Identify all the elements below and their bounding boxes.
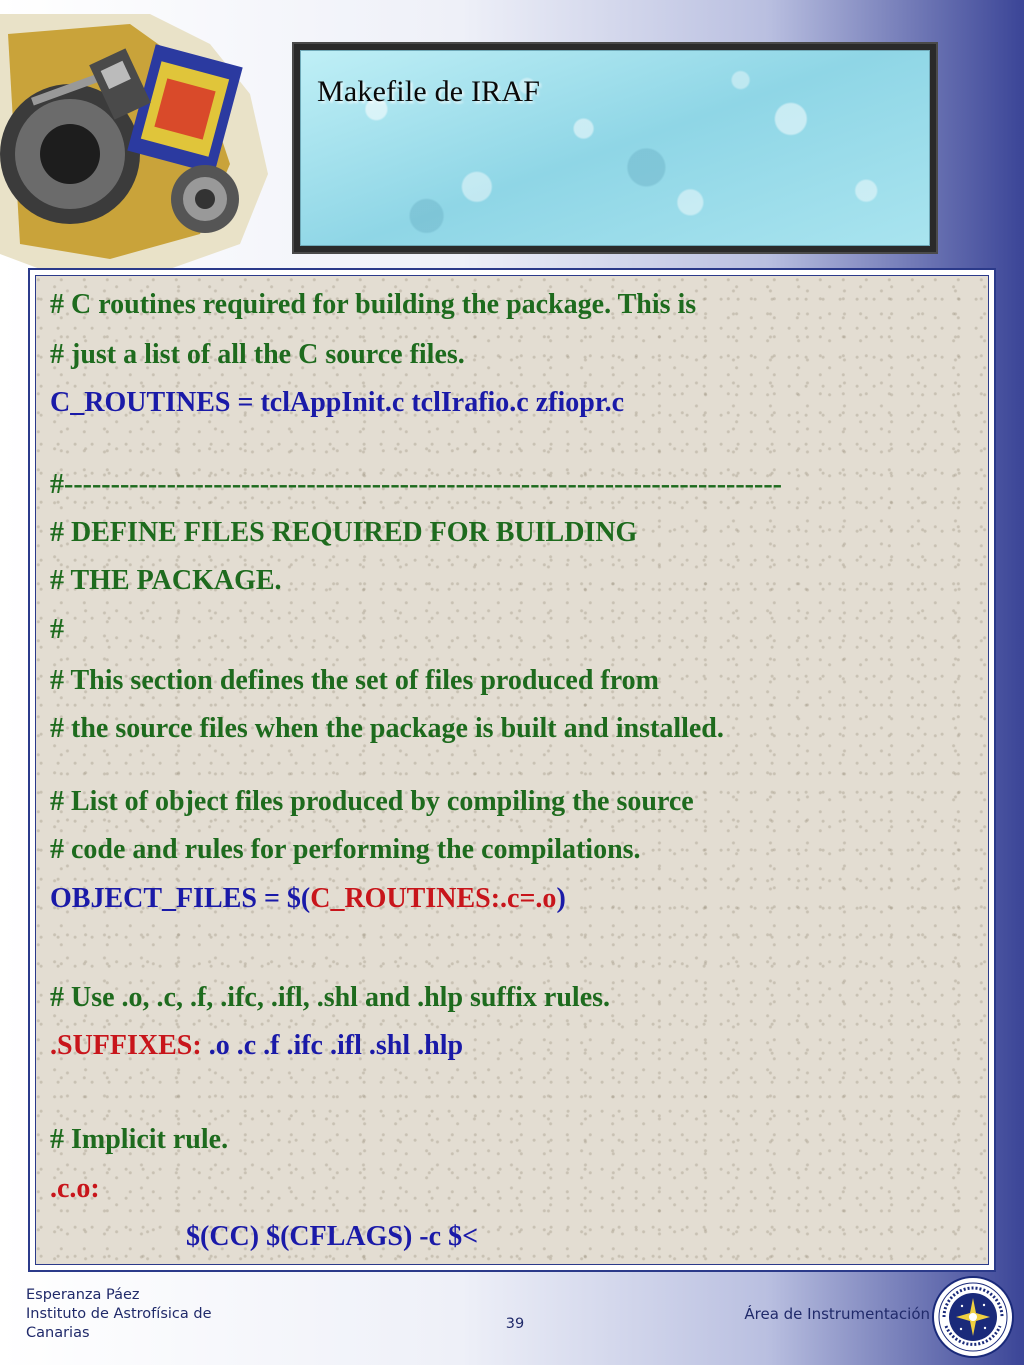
code-panel <box>28 268 996 1272</box>
water-drops-background <box>300 50 930 246</box>
code-line: .c.o: <box>50 1173 100 1204</box>
code-line: #----------------------------------------------------------------------------- <box>50 469 782 500</box>
code-line: # code and rules for performing the compilations. <box>50 834 641 865</box>
code-token: .SUFFIXES: <box>50 1030 202 1061</box>
code-line: # <box>50 614 64 645</box>
code-line: C_ROUTINES = tclAppInit.c tclIrafio.c zfiopr.c <box>50 387 625 418</box>
code-line: # DEFINE FILES REQUIRED FOR BUILDING <box>50 517 638 548</box>
code-token: OBJECT_FILES = $( <box>50 883 311 914</box>
footer-author <box>26 1286 296 1343</box>
code-line: # the source files when the package is built and installed. <box>50 713 724 744</box>
author-name: Esperanza Páez <box>26 1287 140 1303</box>
code-line <box>50 1029 463 1063</box>
page-number: 39 <box>505 1316 525 1332</box>
code-line: # Use .o, .c, .f, .ifc, .ifl, .shl and .hlp suffix rules. <box>50 982 611 1013</box>
footer-area: Área de Instrumentación <box>744 1305 930 1323</box>
code-line: # THE PACKAGE. <box>50 565 282 596</box>
slide-title: Makefile de IRAF <box>317 75 541 108</box>
institution-line: Instituto de Astrofísica de <box>26 1306 212 1322</box>
code-line: # C routines required for building the package. This is <box>50 289 697 320</box>
institution-line: Canarias <box>26 1325 90 1341</box>
astronomy-collage-image <box>0 14 272 276</box>
code-token: .o .c .f .ifc .ifl .shl .hlp <box>201 1030 464 1061</box>
institute-seal-logo <box>932 1276 1014 1358</box>
code-line: # just a list of all the C source files. <box>50 339 465 370</box>
code-token: C_ROUTINES:.c=.o <box>310 883 557 914</box>
code-token: ) <box>556 883 566 914</box>
code-line <box>50 882 566 916</box>
code-line: # Implicit rule. <box>50 1124 229 1155</box>
code-line: # List of object files produced by compiling the source <box>50 786 694 817</box>
code-line: # This section defines the set of files produced from <box>50 665 659 696</box>
code-listing <box>35 275 989 1265</box>
title-box <box>292 42 938 254</box>
code-line: $(CC) $(CFLAGS) -c $< <box>186 1221 479 1252</box>
